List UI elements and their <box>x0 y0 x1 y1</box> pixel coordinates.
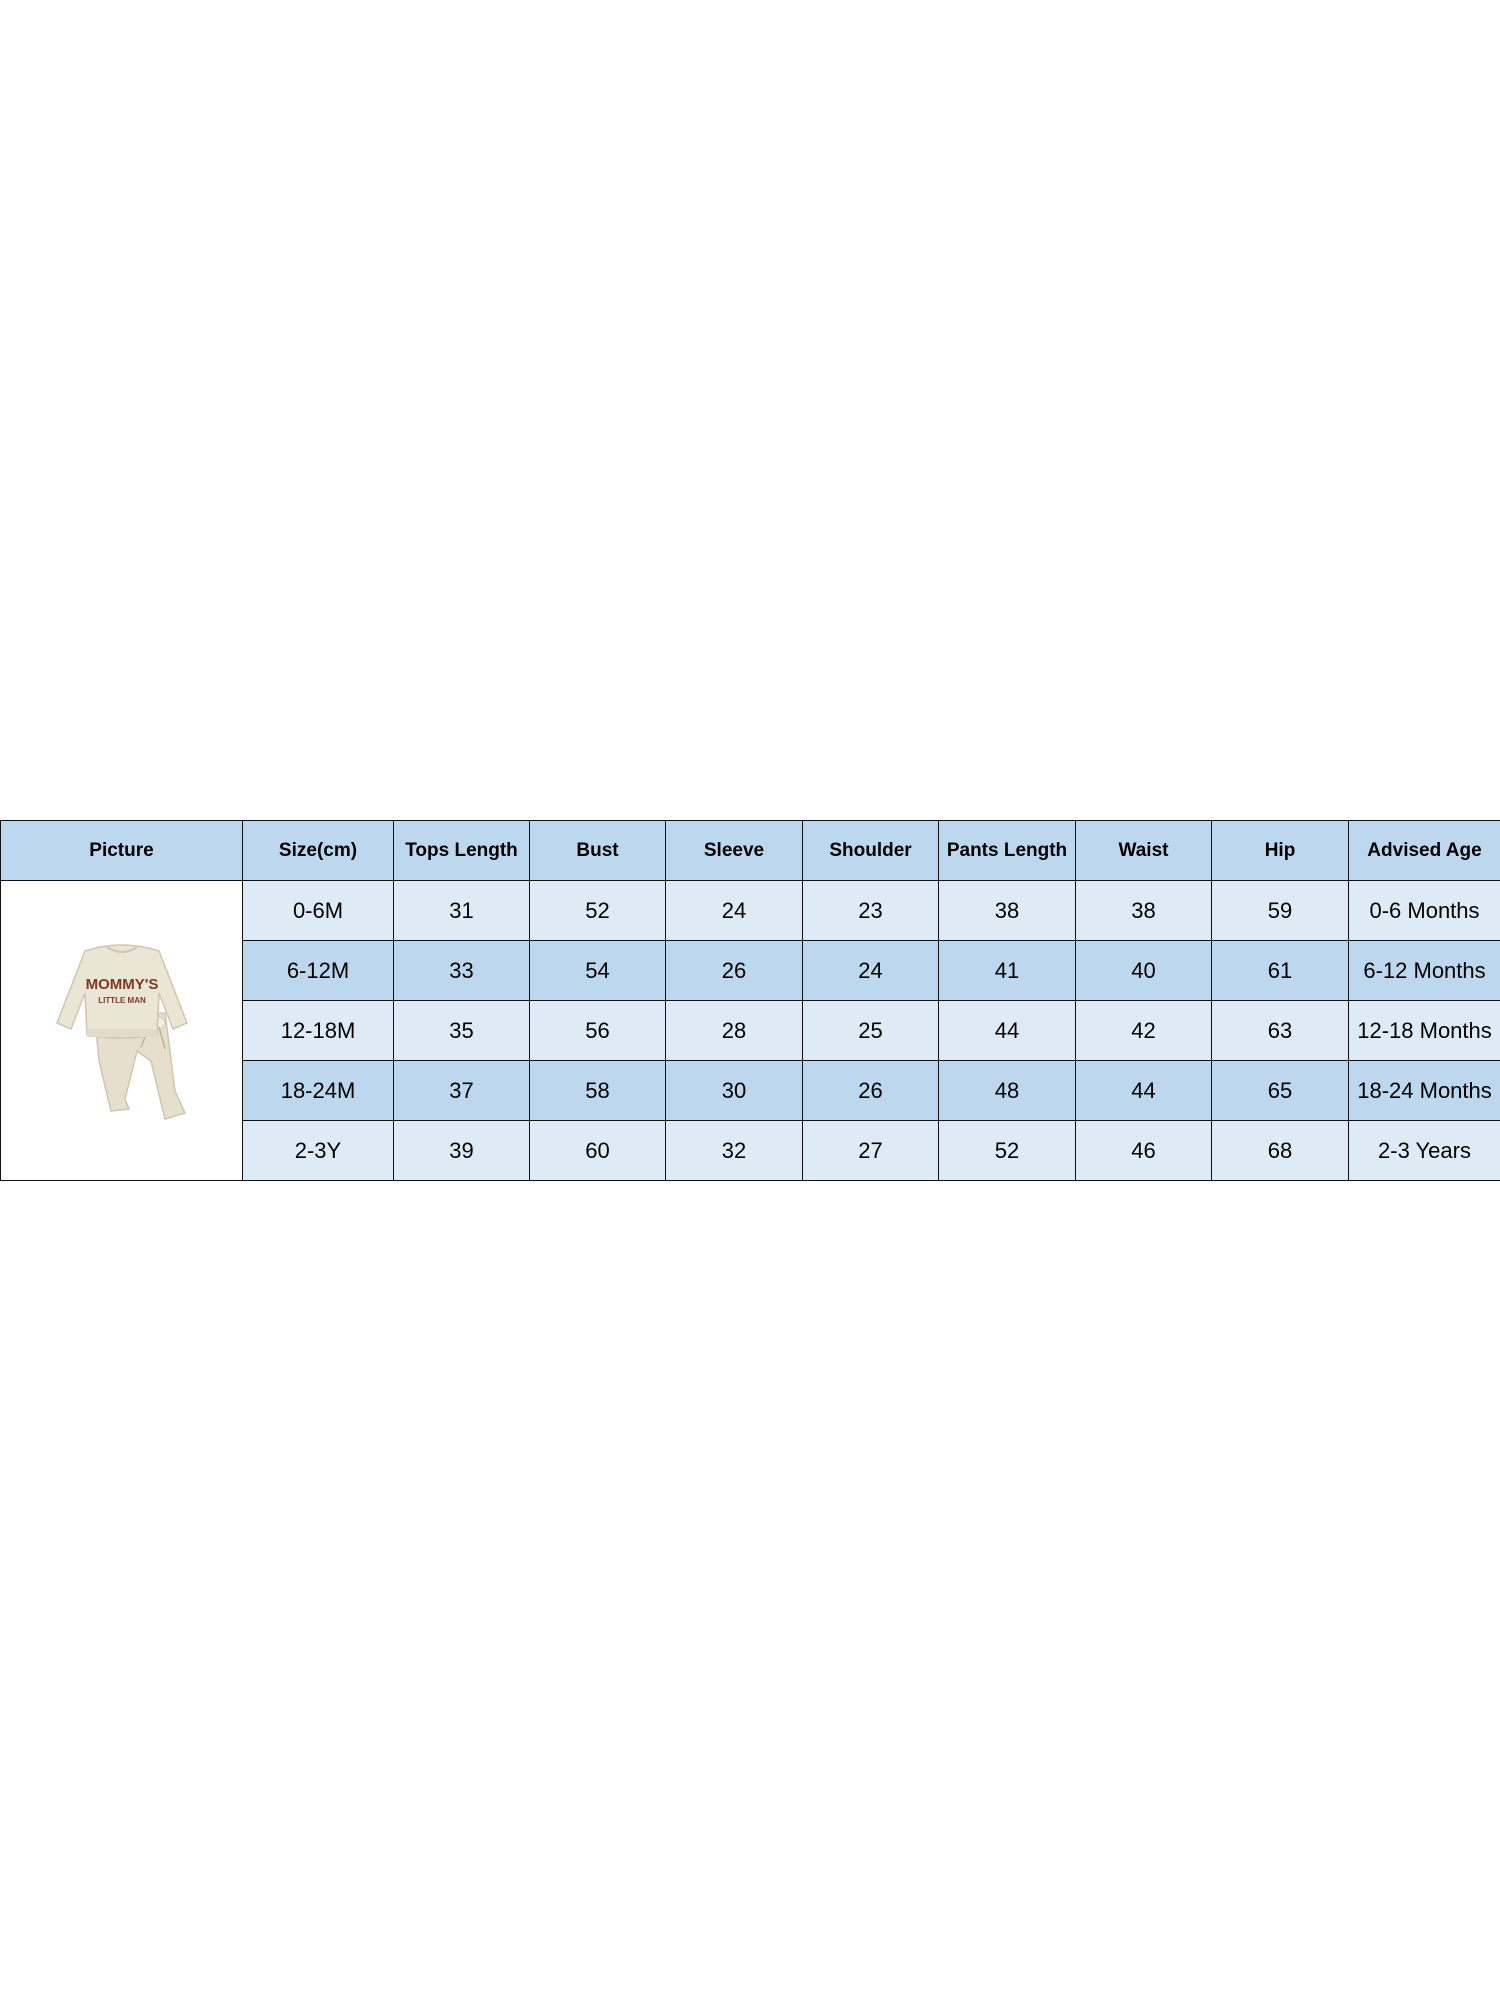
cell-advised-age: 0-6 Months <box>1349 881 1500 941</box>
header-waist: Waist <box>1076 821 1212 881</box>
cell-shoulder: 24 <box>803 941 939 1001</box>
header-size: Size(cm) <box>243 821 394 881</box>
cell-hip: 65 <box>1212 1061 1349 1121</box>
header-picture: Picture <box>1 821 243 881</box>
cell-size: 6-12M <box>243 941 394 1001</box>
cell-advised-age: 2-3 Years <box>1349 1121 1500 1181</box>
product-picture-cell <box>1 881 243 1181</box>
cell-tops-length: 35 <box>394 1001 530 1061</box>
table-row <box>1 881 1500 941</box>
cell-bust: 58 <box>530 1061 666 1121</box>
cell-bust: 54 <box>530 941 666 1001</box>
cell-pants-length: 38 <box>939 881 1076 941</box>
cell-shoulder: 23 <box>803 881 939 941</box>
cell-size: 12-18M <box>243 1001 394 1061</box>
cell-waist: 44 <box>1076 1061 1212 1121</box>
cell-waist: 46 <box>1076 1121 1212 1181</box>
cell-hip: 63 <box>1212 1001 1349 1061</box>
cell-hip: 59 <box>1212 881 1349 941</box>
header-shoulder: Shoulder <box>803 821 939 881</box>
cell-advised-age: 18-24 Months <box>1349 1061 1500 1121</box>
cell-tops-length: 37 <box>394 1061 530 1121</box>
cell-waist: 42 <box>1076 1001 1212 1061</box>
cell-bust: 60 <box>530 1121 666 1181</box>
header-hip: Hip <box>1212 821 1349 881</box>
cell-tops-length: 39 <box>394 1121 530 1181</box>
header-sleeve: Sleeve <box>666 821 803 881</box>
cell-shoulder: 26 <box>803 1061 939 1121</box>
header-tops-length: Tops Length <box>394 821 530 881</box>
cell-bust: 52 <box>530 881 666 941</box>
cell-shoulder: 25 <box>803 1001 939 1061</box>
cell-sleeve: 26 <box>666 941 803 1001</box>
cell-tops-length: 33 <box>394 941 530 1001</box>
sweatshirt-text-line2: LITTLE MAN <box>97 995 146 1005</box>
cell-waist: 38 <box>1076 881 1212 941</box>
cell-tops-length: 31 <box>394 881 530 941</box>
cell-hip: 68 <box>1212 1121 1349 1181</box>
cell-waist: 40 <box>1076 941 1212 1001</box>
cell-sleeve: 28 <box>666 1001 803 1061</box>
cell-pants-length: 52 <box>939 1121 1076 1181</box>
cell-pants-length: 41 <box>939 941 1076 1001</box>
cell-sleeve: 24 <box>666 881 803 941</box>
outfit-image <box>37 931 207 1131</box>
cell-advised-age: 6-12 Months <box>1349 941 1500 1001</box>
cell-advised-age: 12-18 Months <box>1349 1001 1500 1061</box>
cell-sleeve: 30 <box>666 1061 803 1121</box>
cell-pants-length: 48 <box>939 1061 1076 1121</box>
cell-shoulder: 27 <box>803 1121 939 1181</box>
cell-sleeve: 32 <box>666 1121 803 1181</box>
cell-bust: 56 <box>530 1001 666 1061</box>
cell-hip: 61 <box>1212 941 1349 1001</box>
size-chart-table <box>0 820 1500 1181</box>
header-advised-age: Advised Age <box>1349 821 1500 881</box>
header-bust: Bust <box>530 821 666 881</box>
header-pants-length: Pants Length <box>939 821 1076 881</box>
cell-size: 0-6M <box>243 881 394 941</box>
cell-size: 18-24M <box>243 1061 394 1121</box>
cell-size: 2-3Y <box>243 1121 394 1181</box>
cell-pants-length: 44 <box>939 1001 1076 1061</box>
header-row <box>1 821 1500 881</box>
sweatshirt-text-line1: MOMMY'S <box>85 975 158 993</box>
